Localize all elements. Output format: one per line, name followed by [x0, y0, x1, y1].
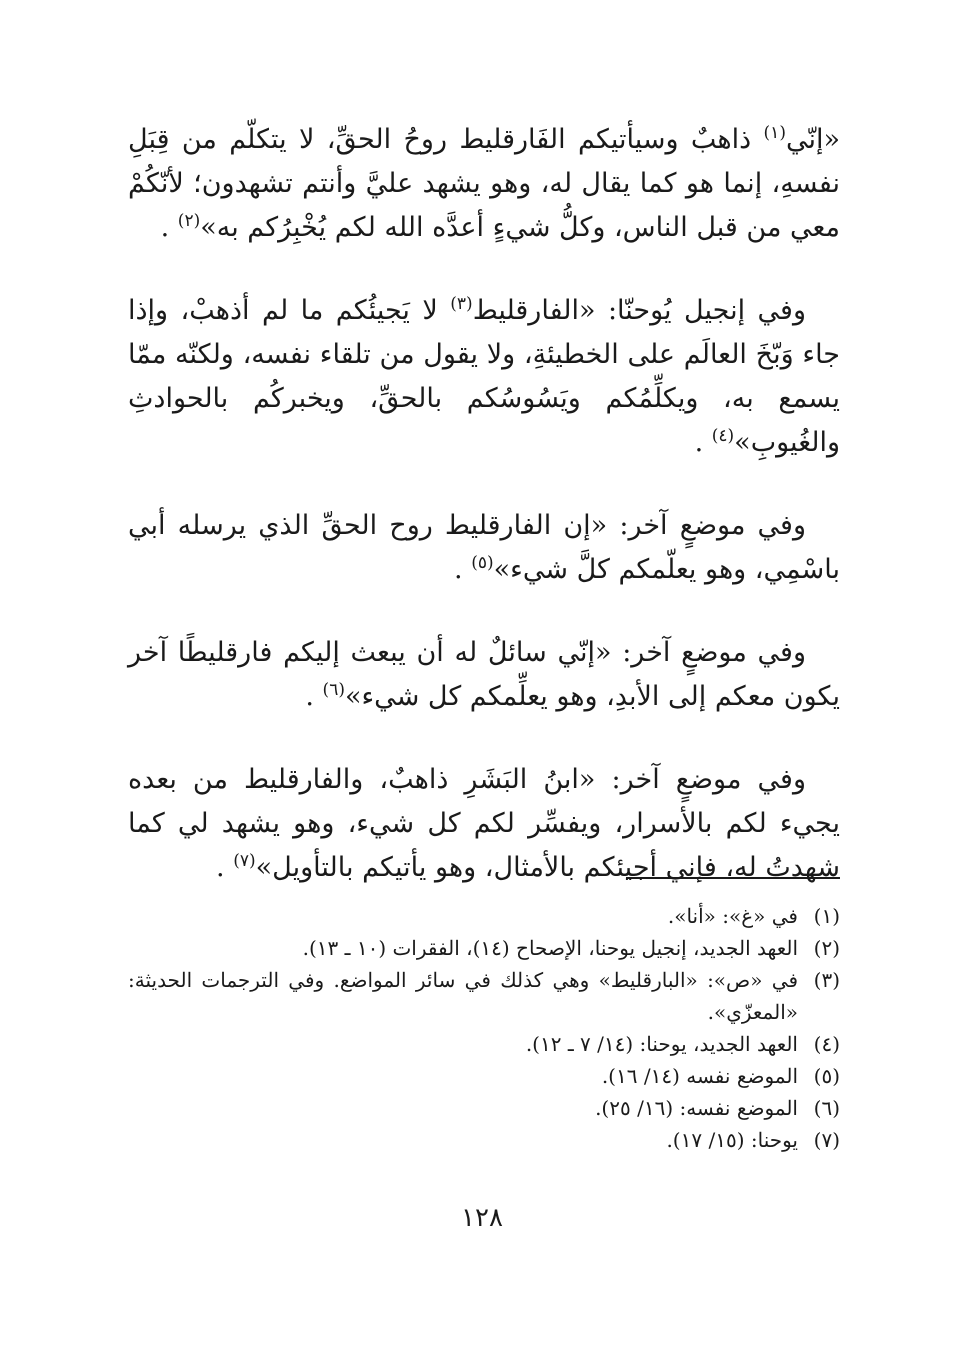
paragraph-4 — [128, 631, 840, 719]
footnote-number: (١) — [813, 904, 840, 928]
footnote-item — [128, 1092, 840, 1124]
paragraph-text: ذاهبٌ وسيأتيكم الفَارقليط روحُ الحقِّ، لا يتكلّم من قِبَلِ نفسهِ، إنما هو كما يقال له، وهو يشهد عليَّ وأنتم تشهدون؛ لأنّكُمْ معي من قبل الناس، وكلُّ شيءٍ أعدَّه الله لكم يُخْبِرُكم به» — [128, 124, 840, 243]
footnotes — [128, 900, 840, 1156]
footnote-ref[interactable]: (٢) — [177, 211, 201, 231]
paragraph-text: وفي موضعٍ آخر: «ابنُ البَشَرِ ذاهبٌ، والفارقليط من بعده يجيء لكم بالأسرار، ويفسِّر لكم كل شيء، وهو يشهد لي كما شهدتُ له، فإني أجيئكم بالأمثال، وهو يأتيكم بالتأويل» — [128, 764, 840, 883]
paragraph-end: . — [454, 554, 472, 585]
main-text — [128, 118, 840, 929]
page-number: ١٢٨ — [461, 1203, 503, 1233]
paragraph-end: . — [160, 212, 178, 243]
footnote-item — [128, 1028, 840, 1060]
footnote-item — [128, 932, 840, 964]
paragraph-end: . — [305, 681, 323, 712]
paragraph-text: «إنّي — [785, 124, 840, 155]
paragraph-text: وفي موضعٍ آخر: «إن الفارقليط روح الحقِّ الذي يرسله أبي باسْمِي، وهو يعلّمكم كلَّ شيء» — [128, 510, 840, 585]
paragraph-3 — [128, 504, 840, 592]
footnote-number: (٧) — [813, 1128, 840, 1152]
paragraph-5 — [128, 758, 840, 890]
paragraph-text: لا يَجيئُكم ما لم أذهبْ، وإذا جاء وَبّخَ العالَم على الخطيئةِ، ولا يقول من تلقاء نفسه، ولكنّه ممّا يسمع به، ويكلِّمُكم ويَسُوسُكم بالحقِّ، ويخبركُم بالحوادثِ والغُيوبِ» — [128, 295, 840, 458]
footnote-text: الموضع نفسه (١٤/ ١٦). — [601, 1064, 798, 1088]
footnote-text: يوحنا: (١٥/ ١٧). — [666, 1128, 798, 1152]
footnote-number: (٥) — [813, 1064, 840, 1088]
footnote-ref[interactable]: (٦) — [322, 680, 345, 700]
footnote-text: في «غ»: «أنا». — [667, 904, 798, 928]
footnote-text: الموضع نفسه: (١٦/ ٢٥). — [595, 1096, 798, 1120]
footnote-number: (٦) — [813, 1096, 840, 1120]
footnote-text: في «ص»: «البارقليط» وهي كذلك في سائر المواضع. وفي الترجمات الحديثة: «المعزّي». — [128, 968, 798, 1024]
footnote-number: (٤) — [813, 1032, 840, 1056]
footnote-ref[interactable]: (٥) — [471, 553, 494, 573]
footnote-text: العهد الجديد، يوحنا: (١٤/ ٧ ـ ١٢). — [525, 1032, 798, 1056]
footnote-divider — [626, 877, 840, 879]
footnote-item — [128, 964, 840, 1028]
footnote-item — [128, 1124, 840, 1156]
footnote-item — [128, 1060, 840, 1092]
paragraph-text: وفي موضعٍ آخر: «إنّي سائلٌ له أن يبعث إليكم فارقليطًا آخر يكون معكم إلى الأبدِ، وهو يعلِّمكم كل شيء» — [128, 637, 840, 712]
paragraph-1 — [128, 118, 840, 250]
paragraph-2 — [128, 289, 840, 465]
paragraph-text: وفي إنجيل يُوحنّا: «الفارقليط — [472, 295, 806, 326]
paragraph-end: . — [694, 427, 712, 458]
footnote-ref[interactable]: (٧) — [233, 851, 256, 871]
footnote-text: العهد الجديد، إنجيل يوحنا، الإصحاح (١٤)، الفقرات (١٠ ـ ١٣). — [302, 936, 798, 960]
footnote-number: (٢) — [813, 936, 840, 960]
paragraph-end: . — [216, 852, 234, 883]
footnote-ref[interactable]: (٣) — [450, 294, 473, 314]
footnote-number: (٣) — [813, 968, 840, 992]
footnote-item — [128, 900, 840, 932]
footnote-ref[interactable]: (٤) — [711, 426, 735, 446]
footnote-ref[interactable]: (١) — [763, 123, 786, 143]
